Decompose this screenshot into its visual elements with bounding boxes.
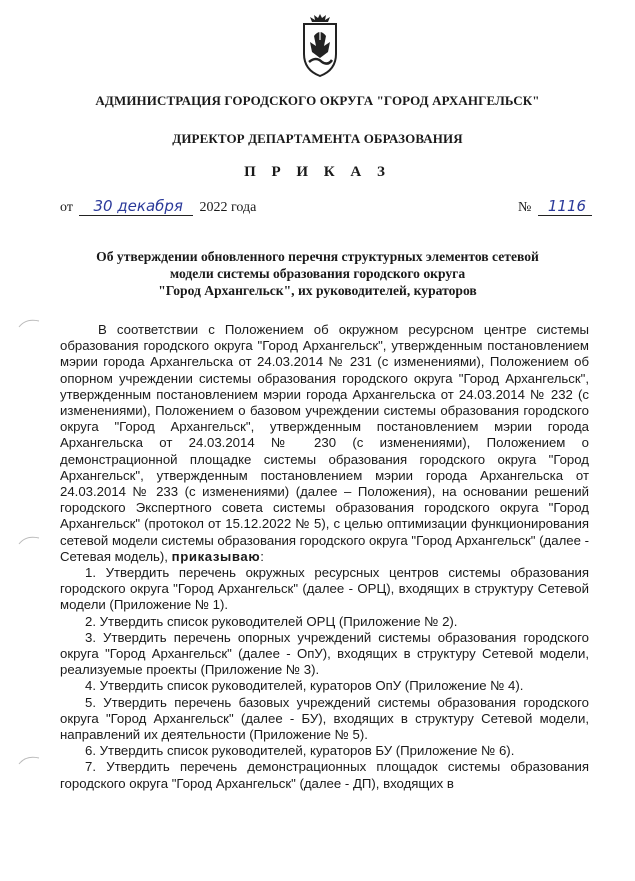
preamble-text: В соответствии с Положением об окружном ресурсном центре системы образования городского округа "Город Архангельск", утвержденным постановлением мэрии города Архангельска от 24.03.2014 № 231 (с изменениями), Положением об опорном учреждении системы образования городского округа "Город Архангельск", утвержденным постановлением мэрии города Архангельска от 24.03.2014 № 232 (с изменениями), Положением о базовом учреждении системы образования городского округа "Город Архангельск", утвержденным постановлением мэрии города Архангельска от 24.03.2014 № 230 (с изменениями), Положением о демонстрационной площадке системы образования городского округа "Город Архангельск", утвержденным постановлением мэрии города Архангельска от 24.03.2014 № 233 (с изменениями) (далее – Положения), на основании решений городского Экспертного совета системы образования городского округа "Город Архангельск" (протокол от 15.12.2022 № 5), с целью оптимизации функционирования сетевой модели системы образования городского округа "Город Архангельск" (далее - Сетевая модель),: [60, 322, 589, 564]
coat-of-arms-icon: [300, 12, 340, 78]
margin-mark: [18, 318, 40, 328]
margin-mark: [18, 755, 40, 765]
handwritten-date: 30 декабря: [79, 197, 193, 216]
organization-name: АДМИНИСТРАЦИЯ ГОРОДСКОГО ОКРУГА "ГОРОД АРХАНГЕЛЬСК": [95, 93, 540, 108]
order-item: 2. Утвердить список руководителей ОРЦ (Приложение № 2).: [85, 613, 458, 629]
department-name: ДИРЕКТОР ДЕПАРТАМЕНТА ОБРАЗОВАНИЯ: [172, 131, 463, 146]
order-verb: приказываю: [171, 548, 261, 564]
title-line: "Город Архангельск", их руководителей, кураторов: [158, 283, 477, 298]
order-item: 6. Утвердить список руководителей, кураторов БУ (Приложение № 6).: [85, 743, 515, 759]
order-item: 3. Утвердить перечень опорных учреждений системы образования городского округа "Город Архангельск" (далее - ОпУ), входящих в структуру Сетевой модели, реализуемые проекты (Приложение № 3).: [60, 629, 589, 678]
order-title: [0, 248, 635, 299]
document-type: П Р И К А З: [244, 164, 391, 180]
order-date: [60, 197, 256, 216]
title-line: модели системы образования городского округа: [169, 266, 466, 281]
order-body: [60, 322, 589, 792]
order-item: 1. Утвердить перечень окружных ресурсных центров системы образования городского округа "Город Архангельск" (далее - ОРЦ), входящих в структуру Сетевой модели (Приложение № 1).: [60, 565, 589, 613]
preamble-end: :: [260, 548, 264, 564]
number-label: №: [518, 200, 532, 215]
title-line: Об утверждении обновленного перечня структурных элементов сетевой: [96, 249, 539, 264]
order-item: 4. Утвердить список руководителей, кураторов ОпУ (Приложение № 4).: [85, 678, 524, 694]
date-prefix: от: [60, 200, 73, 215]
date-year: 2022 года: [199, 200, 257, 215]
handwritten-number: 1116: [538, 197, 592, 216]
margin-mark: [18, 535, 40, 545]
order-item: 5. Утвердить перечень базовых учреждений системы образования городского округа "Город Архангельск" (далее - БУ), входящих в структуру Сетевой модели, направлений их деятельности (Приложение № 5).: [60, 694, 589, 743]
order-item: 7. Утвердить перечень демонстрационных площадок системы образования городского округа "Город Архангельск" (далее - ДП), входящих в: [60, 759, 589, 791]
order-number: [518, 197, 595, 216]
preamble: [60, 322, 589, 565]
